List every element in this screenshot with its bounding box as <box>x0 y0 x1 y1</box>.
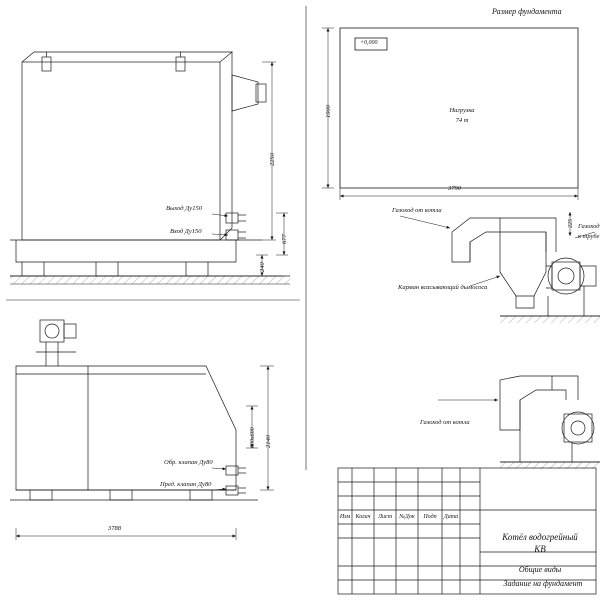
title-col-izm: Изм <box>339 514 351 520</box>
foundation-load-label: Нагрузка <box>449 107 475 114</box>
flue-upper-duct-label: Газоход от котла <box>392 207 442 214</box>
side-dim-low: 240 <box>259 262 266 272</box>
side-dim-total-height: 2250 <box>269 153 276 166</box>
title-block-frame <box>338 468 596 594</box>
ground-hatch-upper <box>10 276 290 284</box>
check-valve-label: Обр. клапан Ду80 <box>164 459 213 466</box>
flue-lower-duct-label: Газоход от котла <box>420 419 470 426</box>
front-view-dimensions <box>16 366 274 540</box>
title-sub-line2: Задание на фундамент <box>503 579 583 588</box>
elevation-mark: +0,000 <box>360 40 378 46</box>
foundation-load-value: 74 т <box>455 117 469 124</box>
flue-to-stack-label-1: Газоход <box>578 223 600 230</box>
front-view-geometry <box>10 320 258 500</box>
title-col-ndoc: №Док <box>399 514 415 520</box>
flue-to-stack-label-2: к трубе <box>578 233 600 240</box>
ground-hatch-middle <box>500 316 600 323</box>
title-col-data: Дата <box>443 514 459 520</box>
foundation-dim-width: 3790 <box>448 185 461 192</box>
flue-upper-dimensions <box>400 212 595 286</box>
front-dim-width: 3788 <box>108 525 121 532</box>
safety-valve-label: Пред. клапан Ду80 <box>160 481 212 488</box>
title-main-line1: Котёл водогрейный <box>502 532 578 542</box>
flue-lower-geometry <box>500 376 600 462</box>
front-dim-height: 2140 <box>265 435 272 448</box>
title-col-list: Лист <box>377 514 393 520</box>
flue-upper-dim-vert: 225 <box>568 219 574 228</box>
side-outlet-label: Выход Ду150 <box>166 205 202 212</box>
foundation-view-title: Размер фундамента <box>492 7 562 16</box>
side-inlet-label: Вход Ду150 <box>170 228 202 235</box>
side-dim-mid: 677 <box>281 234 288 244</box>
title-col-kolich: Колич <box>355 514 371 520</box>
foundation-dim-height: 1900 <box>325 105 332 118</box>
title-sub-line1: Общие виды <box>518 565 562 574</box>
title-main-line2: КВ <box>534 544 546 554</box>
title-col-podp: Подп <box>423 514 437 520</box>
front-dim-inner: 600x600 <box>250 427 256 448</box>
side-view-dimensions <box>212 62 288 276</box>
side-view-geometry <box>10 52 282 276</box>
flue-suction-pocket-label: Карман всасывающий дымососа <box>398 284 488 291</box>
